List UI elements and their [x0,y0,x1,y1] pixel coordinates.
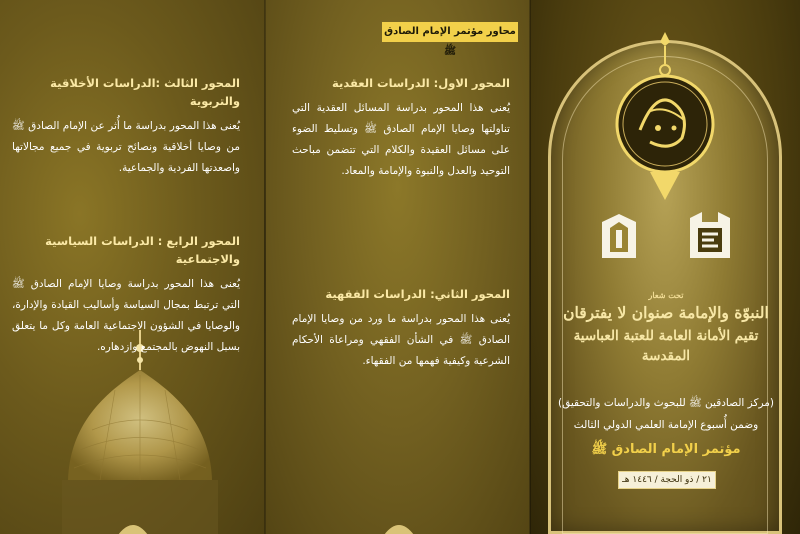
axis-3-title: المحور الثالث :الدراسات الأخلاقية والتربوية [50,76,240,108]
axis-3 [12,74,240,179]
dome-icon [40,330,240,534]
page-header-tag: محاور مؤتمر الإمام الصادق ﷺ [382,22,518,42]
axis-3-body: يُعنى هذا المحور بدراسة ما أُثر عن الإمام الصادق ﷺ من وصايا أخلاقية ونصائح تربوية في جميع مجالاتها واصعدتها الفردية والجماعية. [12,120,240,174]
axis-4-title: المحور الرابع : الدراسات السياسية والاجتماعية [45,234,240,266]
axis-2-title: المحور الثاني: الدراسات الفقهية [325,287,510,301]
shrine-logo-icon [596,212,642,262]
medallion-icon [610,32,720,202]
organizer-line-2: وضمن أُسبوع الإمامة العلمي الدولي الثالث [573,419,759,431]
fold-line-right [529,0,531,534]
axis-4-body: يُعنى هذا المحور بدراسة وصايا الإمام الصادق ﷺ التي ترتبط بمجال السياسة وأساليب القيادة والإدارة، والوصايا في الشؤون الاجتماعية العامة وكل ما يتعلق بسبل النهوض بالمجتمع وازدهاره. [12,278,240,353]
conference-title: مؤتمر الإمام الصادق ﷺ [591,442,741,457]
axis-1-body: يُعنى هذا المحور بدراسة المسائل العقدية التي تناولتها وصايا الإمام الصادق ﷺ وتسليط الضوء على مسائل العقيدة والكلام التي تتضمن مباحث التوحيد والعدل والنبوة والإمامة والمعاد. [292,102,510,177]
alkafeel-logo-icon [690,210,736,260]
axis-1-title: المحور الاول: الدراسات العقدية [332,76,510,90]
axis-2 [292,285,510,372]
fold-line-left [264,0,266,534]
slogan-line-1: النبوّة والإمامة صنوان لا يفترقان [563,303,769,322]
date-label: ٢١ / ذو الحجة / ١٤٤٦ هـ [618,471,716,489]
ornament-left [118,520,148,534]
slogan-prefix: تحت شعار [648,290,684,300]
ornament-middle [384,520,414,534]
organizer-line-1: (مركز الصادقين ﷺ للبحوث والدراسات والتحقيق) [558,397,774,409]
axis-1 [292,74,510,182]
slogan-line-2: تقيم الأمانة العامة للعتبة العباسية المقدسة [573,328,759,364]
axis-4 [12,232,240,358]
axis-2-body: يُعنى هذا المحور بدراسة ما ورد من وصايا الإمام الصادق ﷺ في الشأن الفقهي ومراعاة الأحكام الشرعية وكيفية فهمها من الفقهاء. [292,313,510,367]
